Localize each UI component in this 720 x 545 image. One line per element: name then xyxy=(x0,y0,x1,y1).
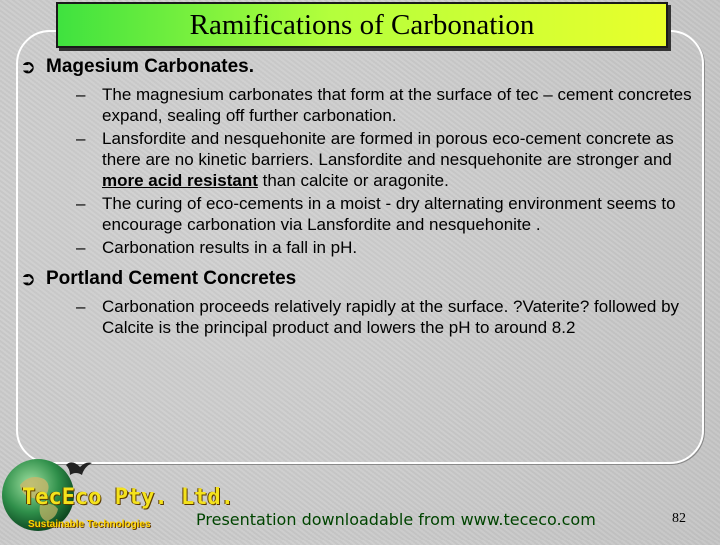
logo-tagline: Sustainable Technologies xyxy=(28,519,151,530)
bullet-text: The curing of eco-cements in a moist - dry alternating environment seems to encourage carbonation via Lansfordite and nesquehonite . xyxy=(102,194,676,234)
slide-title: Ramifications of Carbonation xyxy=(189,8,535,41)
dash-bullet: – xyxy=(76,194,86,213)
dash-bullet: – xyxy=(76,129,86,148)
bullet-text-part: than calcite or aragonite. xyxy=(257,171,449,190)
footer-text: Presentation downloadable from www.tececo.com xyxy=(196,510,596,529)
dash-bullet: – xyxy=(76,297,86,316)
section-heading-portland xyxy=(20,267,700,291)
emphasis-text: more acid resistant xyxy=(102,171,258,190)
bird-icon xyxy=(66,462,92,475)
page-number: 82 xyxy=(672,511,686,526)
bullet-item xyxy=(20,296,700,338)
bullet-item xyxy=(20,193,700,235)
bullet-item xyxy=(20,84,700,126)
bullet-text: Carbonation results in a fall in pH. xyxy=(102,238,358,257)
bullet-text: The magnesium carbonates that form at the surface of tec – cement concretes expand, sealing off further carbonation. xyxy=(102,85,692,125)
logo-name: TecEco Pty. Ltd. xyxy=(22,485,234,510)
arrow-bullet-icon: ➲ xyxy=(20,56,36,78)
bullet-item xyxy=(20,128,700,191)
section-heading-magnesium xyxy=(20,55,700,79)
bullet-item xyxy=(20,237,700,258)
title-banner xyxy=(56,2,668,48)
bullet-text-part: Lansfordite and nesquehonite are formed in porous eco-cement concrete as there are no kinetic barriers. Lansfordite and nesquehonite are stronger and xyxy=(102,129,674,169)
dash-bullet: – xyxy=(76,85,86,104)
slide-content xyxy=(20,55,700,340)
section-heading-text: Portland Cement Concretes xyxy=(46,268,297,289)
dash-bullet: – xyxy=(76,238,86,257)
section-heading-text: Magesium Carbonates. xyxy=(46,56,254,77)
tececo-logo xyxy=(0,455,234,540)
arrow-bullet-icon: ➲ xyxy=(20,268,36,290)
bullet-text: Carbonation proceeds relatively rapidly at the surface. ?Vaterite? followed by Calcite is the principal product and lowers the pH to around 8.2 xyxy=(102,297,680,337)
